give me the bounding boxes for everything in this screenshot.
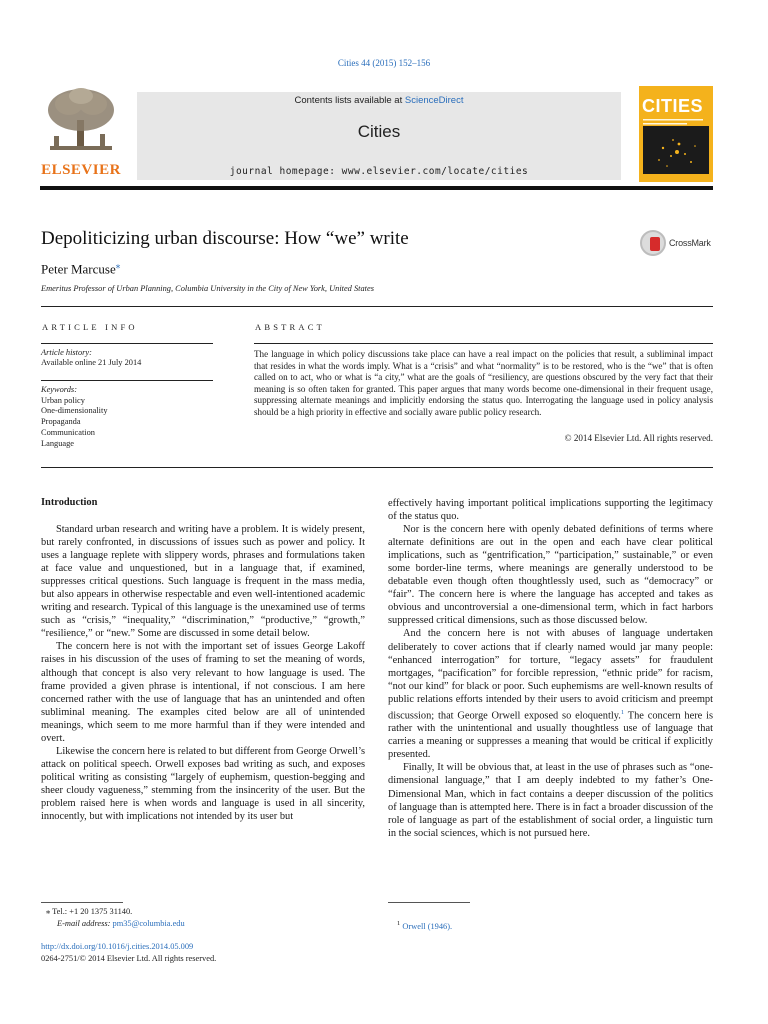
affiliation-rule <box>41 306 713 307</box>
abstract-bottom-rule <box>41 467 713 468</box>
footnote-1-ref-link[interactable]: Orwell (1946). <box>402 921 453 931</box>
article-title: Depoliticizing urban discourse: How “we” write <box>41 228 409 249</box>
crossmark-icon <box>640 230 666 256</box>
history-label: Article history: <box>41 348 92 357</box>
author-telephone: ⁎ Tel.: +1 20 1375 31140. <box>46 907 133 916</box>
footnote-ref-1[interactable]: 1 <box>620 708 625 716</box>
elsevier-wordmark: ELSEVIER <box>41 162 121 178</box>
keywords-rule <box>41 380 213 381</box>
left-footnote-rule <box>41 902 123 903</box>
article-info-label: ARTICLE INFO <box>42 322 138 332</box>
issn-copyright: 0264-2751/© 2014 Elsevier Ltd. All rights reserved. <box>41 954 217 963</box>
journal-citation[interactable]: Cities 44 (2015) 152–156 <box>337 58 431 68</box>
keyword-item: Urban policy <box>41 395 85 405</box>
journal-title: Cities <box>357 122 401 141</box>
abstract-rule <box>254 343 713 344</box>
contents-line <box>137 95 621 106</box>
abstract-label: ABSTRACT <box>255 322 325 332</box>
author-email-line <box>57 918 185 929</box>
doi-link[interactable]: http://dx.doi.org/10.1016/j.cities.2014.05.009 <box>41 942 194 951</box>
cover-image <box>643 126 709 174</box>
author-footnote-link[interactable]: ⁎ <box>115 260 121 270</box>
keyword-item: Communication <box>41 428 95 437</box>
paragraph: Likewise the concern here is related to but different from George Orwell’s attack on political speech. Orwell exposes bad writing as such, and exposes political writing as consisting “largely of euphemism, question-begging and sheer cloudy vagueness,” stemming from the insincerity of the user. But the problem raised here is when words and language is used in all sincerity, innocently, but with implications not intended by its user but <box>41 745 365 823</box>
right-column <box>388 497 713 840</box>
author-affiliation: Emeritus Professor of Urban Planning, Columbia University in the City of New York, United States <box>41 284 374 293</box>
author-name <box>41 260 120 277</box>
journal-homepage[interactable]: journal homepage: www.elsevier.com/locate/cities <box>229 166 529 177</box>
footnote-1 <box>397 918 452 932</box>
section-heading: Introduction <box>41 497 98 508</box>
footnote-number: 1 <box>397 920 401 927</box>
journal-banner <box>137 92 621 180</box>
history-value: Available online 21 July 2014 <box>41 358 142 367</box>
abstract-text: The language in which policy discussions take place can have a real impact on the policies that result, a subliminal impact that resides in what the words imply. What is a “crisis” and what “normality” is to be restored, who is the “we” that is often called on to act, who or what is “a city,” what are the goals of “resiliency, are questions obscured by the very fact that their meaning is so often taken for granted. This paper argues that many words become one-dimensional in their frequent usage, suppressing alternate meanings and implicitly endorsing the status quo. Interrogating the language used in policy analysis should be a high priority in effective and socially aware public policy research. <box>254 349 713 417</box>
paragraph-text: And the concern here is not with abuses of language undertaken deliberately to cover actions that if clearly named would jar many people: “enhanced interrogation” for torture, “legacy assets” for fraudulent mortgages, “pacification” for forcible repression, “ethnic pride” for racism, “not our kind” for black or poor. Such euphemisms are well-known results of public relations efforts intended by their users to avoid criticism and preempt discussion; that George Orwell exposed so eloquently. <box>388 628 713 722</box>
email-link[interactable]: pm35@columbia.edu <box>112 919 185 928</box>
tree-icon <box>44 86 118 156</box>
contents-prefix: Contents lists available at <box>294 95 403 106</box>
keyword-item: One-dimensionality <box>41 406 108 415</box>
crossmark-label: CrossMark <box>669 238 711 248</box>
abstract-copyright: © 2014 Elsevier Ltd. All rights reserved. <box>564 433 713 443</box>
keywords-label: Keywords: <box>41 385 77 394</box>
paragraph: The concern here is not with the important set of issues George Lakoff raises in his discussion of the uses of framing to set the meaning of words, although that concept is also very relevant to how language is used. The frame provided a given phrase is intentional, if not conscious. I am here concerned rather with the use of language that has an unintended and often subliminal meaning. The examples cited below are all of unintended meanings, which seem to me more harmful than if they were intended and overt. <box>41 641 365 744</box>
elsevier-logo[interactable] <box>40 86 122 182</box>
email-label: E-mail address: <box>57 919 111 928</box>
paragraph <box>388 627 713 761</box>
author-name-text: Peter Marcuse <box>41 261 116 277</box>
cover-subtitle-lines <box>643 118 709 126</box>
journal-cover[interactable] <box>639 86 713 182</box>
keyword-item: Propaganda <box>41 417 81 426</box>
sciencedirect-link[interactable]: ScienceDirect <box>404 95 464 106</box>
left-column <box>41 523 365 823</box>
paragraph-text: The concern here is rather with the unintentional and usually thoughtless use of language that carries a meaning or suppresses a meaning that would be critical if explicitly presented. <box>388 710 713 761</box>
article-info-rule <box>41 343 213 344</box>
paragraph: Standard urban research and writing have a problem. It is widely present, but rarely confronted, in discussions of issues such as power and policy. It uses a language replete with slippery words, phrases and formulations taken at face value and unquestioned, but in a language that, if examined, suppresses critical questions. Such language is frequent in the mass media, but also appears in otherwise respectable and even well-intentioned academic writing and research. Typical of this language is the unexamined use of terms such as “crisis,” “inequality,” “discrimination,” “productive,” “growth,” “resilience,” or “new.” Some are discussed in some detail below. <box>41 524 365 640</box>
paragraph: Nor is the concern here with openly debated definitions of terms where alternate definitions are out in the open and each have clear political implications, such as “gentrification,” “participation,” sustainable,” or even some border-line terms, where meanings are generally understood to be debatable even though often thoughtlessly used, such as “democracy” or “fair”. The concern here is where the language has accepted and takes as obvious and uncontroversial a one-dimensional term, which in fact harbors suppressed critical dimensions, such as those discussed below. <box>388 524 713 627</box>
paragraph: Finally, It will be obvious that, at least in the use of phrases such as “one-dimensional language,” that I am deeply indebted to my father’s One-Dimensional Man, which in fact contains a deeper discussion of the politics of language than is attempted here. There is in fact a broader discussion of the role of language as part of the establishment of social order, a linguistic turn in the social sciences, which is not pursued here. <box>388 762 713 839</box>
paragraph: effectively having important political implications supporting the legitimacy of the status quo. <box>388 498 713 523</box>
keyword-item: Language <box>41 438 75 448</box>
header-rule <box>40 186 713 190</box>
cover-title: CITIES <box>642 96 704 116</box>
crossmark-button[interactable] <box>640 230 716 258</box>
right-footnote-rule <box>388 902 470 903</box>
